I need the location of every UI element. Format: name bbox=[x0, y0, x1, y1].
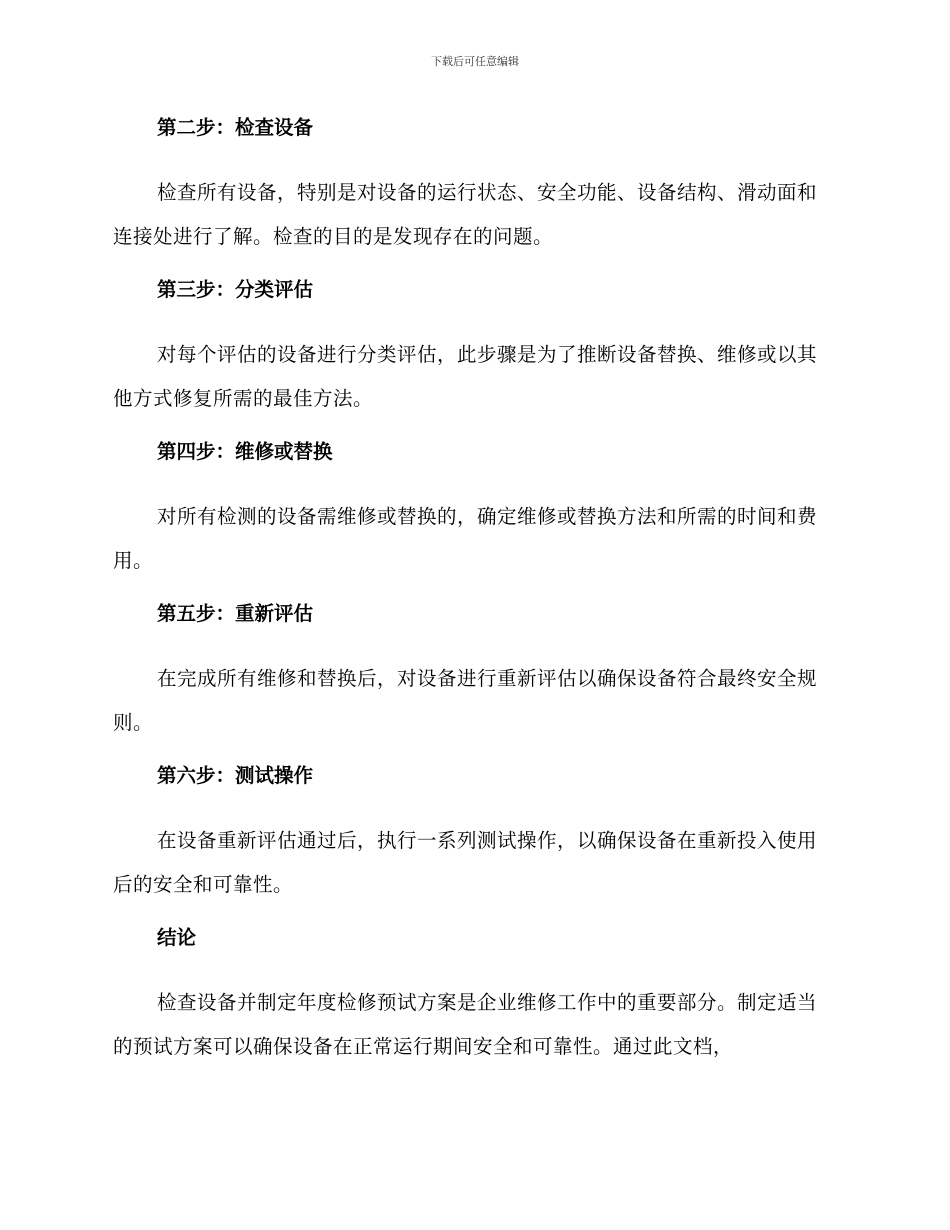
section-paragraph-step-3: 对每个评估的设备进行分类评估，此步骤是为了推断设备替换、维修或以其他方式修复所需的最佳方法。 bbox=[113, 343, 818, 410]
section-heading-step-3: 第三步：分类评估 bbox=[157, 278, 314, 301]
page-header: 下载后可任意编辑 bbox=[431, 55, 519, 68]
section-paragraph-step-5: 在完成所有维修和替换后，对设备进行重新评估以确保设备符合最终安全规则。 bbox=[113, 667, 818, 734]
section-paragraph-step-4: 对所有检测的设备需维修或替换的，确定维修或替换方法和所需的时间和费用。 bbox=[113, 505, 818, 572]
section-heading-conclusion: 结论 bbox=[157, 926, 197, 949]
section-heading-step-6: 第六步：测试操作 bbox=[157, 764, 314, 787]
section-heading-step-4: 第四步：维修或替换 bbox=[157, 440, 333, 463]
document-body bbox=[113, 112, 829, 1069]
section-heading-step-5: 第五步：重新评估 bbox=[157, 602, 314, 625]
section-heading-step-2: 第二步：检查设备 bbox=[157, 116, 314, 139]
section-paragraph-step-2: 检查所有设备，特别是对设备的运行状态、安全功能、设备结构、滑动面和连接处进行了解。检查的目的是发现存在的问题。 bbox=[113, 181, 818, 248]
section-paragraph-step-6: 在设备重新评估通过后，执行一系列测试操作，以确保设备在重新投入使用后的安全和可靠性。 bbox=[113, 829, 818, 896]
section-paragraph-conclusion: 检查设备并制定年度检修预试方案是企业维修工作中的重要部分。制定适当的预试方案可以确保设备在正常运行期间安全和可靠性。通过此文档， bbox=[113, 991, 818, 1058]
